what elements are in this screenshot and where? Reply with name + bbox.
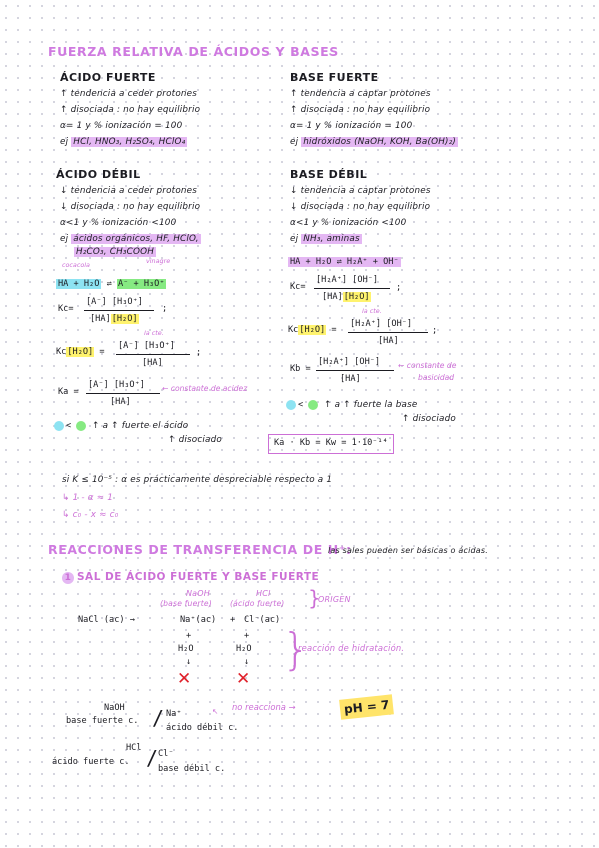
cl-minus: Cl⁻(ac)	[244, 615, 281, 625]
kb-note-2: basicidad	[418, 373, 455, 382]
base-debil-line: α<1 y % ionización <100	[290, 218, 407, 228]
kcw-label	[288, 326, 337, 335]
less-than-icon: <	[66, 421, 72, 431]
kcw-numerator: [A⁻] [H₃O⁺]	[118, 341, 175, 351]
acido-fuerte-c: ácido fuerte c.	[52, 757, 130, 767]
kcw-denominator: [HA]	[142, 358, 163, 368]
kc-den-h2o: [H₂O]	[343, 292, 370, 302]
fraction-bar	[316, 370, 394, 371]
subsection-heading	[62, 572, 319, 584]
slash-divider: /	[146, 746, 159, 770]
ka-kb-relation: Ka · Kb = Kw = 1·10⁻¹⁴	[274, 438, 388, 448]
semicolon: ;	[196, 348, 202, 358]
fraction-bar	[314, 288, 390, 289]
cyan-dot-icon	[54, 421, 64, 431]
kb-note: ← constante de	[398, 361, 457, 370]
fraction-bar	[84, 310, 154, 311]
ka-label: Ka =	[58, 387, 79, 397]
kcw-equals: =	[99, 347, 105, 357]
base-reaction-text: HA + H₂O ⇌ H₂A⁺ + OH⁻	[290, 257, 399, 267]
example-prefix: ej	[290, 234, 299, 244]
fraction-bar	[116, 354, 190, 355]
approx-line-3: ↳ c₀ - x ≈ c₀	[62, 510, 119, 520]
kc-label: Kc=	[58, 304, 74, 314]
base-fuerte-example	[290, 138, 458, 147]
example-value: ácidos orgánicos, HF, HClO,	[73, 234, 199, 244]
example-value: HCl, HNO₃, H₂SO₄, HClO₄	[73, 137, 186, 147]
dissociation-lhs: NaCl (ac) →	[78, 615, 135, 625]
semicolon: ;	[432, 326, 438, 336]
slash-divider: /	[152, 706, 165, 730]
section-title-note: las sales pueden ser básicas o ácidas.	[328, 546, 489, 555]
acido-fuerte-heading: ÁCIDO FUERTE	[60, 71, 156, 84]
base-fuerte-line: ↑ tendencia a captar protones	[290, 89, 431, 99]
semicolon: ;	[396, 283, 402, 293]
kcw-numerator: [H₂A⁺] [OH⁻]	[350, 319, 413, 329]
acido-debil-heading: ÁCIDO DÉBIL	[56, 168, 141, 181]
fraction-bar	[348, 332, 428, 333]
example-value: hidróxidos (NaOH, KOH, Ba(OH)₂)	[303, 137, 457, 147]
base-fuerte-c: base fuerte c.	[66, 716, 139, 726]
acido-debil-line: α<1 y % ionización <100	[60, 218, 177, 228]
down-arrow-icon: ↓	[244, 657, 250, 667]
base-rule-2: ↑ disociado	[402, 414, 456, 424]
acido-fuerte-example	[60, 138, 187, 147]
acid-rule-2: ↑ disociado	[168, 435, 222, 445]
subsection-heading-text: SAL DE ÁCIDO FUERTE Y BASE FUERTE	[77, 571, 320, 583]
acido-debil-line: ↓ disociada : no hay equilibrio	[60, 202, 201, 212]
acido-fuerte-line: α= 1 y % ionización = 100	[60, 121, 183, 131]
note-la-cte: la cte.	[144, 329, 164, 337]
plus-sign: +	[186, 631, 192, 641]
na-plus-conjugate: Na⁺	[166, 709, 182, 719]
no-reacciona-note: no reacciona →	[232, 702, 296, 712]
na-plus: Na⁺(ac)	[180, 615, 217, 625]
acido-debil-c: ácido débil c.	[166, 723, 239, 733]
green-dot-icon	[76, 421, 86, 431]
kcw-equals: =	[331, 325, 337, 335]
acido-fuerte-line: ↑ disociada : no hay equilibrio	[60, 105, 201, 115]
semicolon: ;	[162, 304, 168, 314]
number-badge: 1	[62, 572, 74, 584]
kc-numerator: [H₂A⁺] [OH⁻]	[316, 275, 379, 285]
base-fuerte-line: ↑ disociada : no hay equilibrio	[290, 105, 431, 115]
brace-icon: }	[308, 586, 321, 610]
hydration-note: reacción de hidratación.	[298, 643, 405, 653]
example-prefix: ej	[60, 234, 69, 244]
kc-denominator	[90, 315, 139, 324]
ka-denominator: [HA]	[110, 397, 131, 407]
kcw-label-kc: Kc	[56, 347, 67, 357]
section-title-transferencia: REACCIONES DE TRANSFERENCIA DE H⁺:	[48, 542, 352, 557]
cl-minus-conjugate: Cl⁻	[158, 749, 174, 759]
note-vinagre: vinagre	[146, 257, 171, 265]
kc-den-h2o: [H₂O]	[111, 314, 138, 324]
brace-icon: }	[282, 624, 310, 675]
naoh-origin: NaOH	[186, 589, 210, 598]
down-arrow-icon: ↓	[186, 657, 192, 667]
kcw-label-kc: Kc	[288, 325, 299, 335]
base-debil-c: base débil c.	[158, 764, 226, 774]
less-than-icon: <	[298, 400, 304, 410]
base-debil-example	[290, 235, 362, 244]
ph-badge: pH = 7	[339, 694, 394, 719]
acid-reaction	[56, 280, 166, 289]
base-debil-line: ↓ disociada : no hay equilibrio	[290, 202, 431, 212]
kcw-denominator: [HA]	[378, 336, 399, 346]
kc-denominator	[322, 293, 371, 302]
kc-den-ha: [HA]	[90, 314, 111, 324]
naoh-origin-note: (base fuerte)	[160, 599, 212, 608]
base-fuerte-heading: BASE FUERTE	[290, 71, 379, 84]
section-title-fuerza-relativa: FUERZA RELATIVA DE ÁCIDOS Y BASES	[48, 44, 339, 59]
plus-sign: +	[230, 615, 236, 625]
kc-label: Kc=	[290, 282, 306, 292]
reaction-arrow: ⇌	[106, 279, 112, 289]
approx-line-1: si K ≤ 10⁻⁵ : α es prácticamente despreciable respecto a 1	[62, 475, 333, 485]
water-a: H₂O	[178, 644, 194, 654]
kcw-label	[56, 348, 105, 357]
approx-line-2: ↳ 1 - α ≈ 1	[62, 493, 114, 503]
base-debil-heading: BASE DÉBIL	[290, 168, 368, 181]
water-b: H₂O	[236, 644, 252, 654]
base-reaction	[288, 258, 401, 267]
acido-fuerte-line: ↑ tendencia a ceder protones	[60, 89, 198, 99]
example-prefix: ej	[60, 137, 69, 147]
example-value: NH₃, aminas	[303, 234, 360, 244]
hcl-origin: HCl	[256, 589, 271, 598]
note-la-cte: la cte.	[362, 307, 382, 315]
cyan-dot-icon	[286, 400, 296, 410]
green-dot-icon	[308, 400, 318, 410]
kb-numerator: [H₂A⁺] [OH⁻]	[318, 357, 381, 367]
hcl-origin-note: (ácido fuerte)	[230, 599, 285, 608]
kb-label: Kb =	[290, 364, 311, 374]
kcw-label-h2o: [H₂O]	[299, 325, 326, 335]
naoh-formula: NaOH	[104, 703, 125, 713]
acido-debil-example	[60, 235, 201, 244]
kb-denominator: [HA]	[340, 374, 361, 384]
fraction-bar	[86, 393, 160, 394]
ka-note: ← constante de acidez	[162, 384, 248, 393]
acido-debil-line: ↓ tendencia a ceder protones	[60, 186, 198, 196]
base-rule: ↑ a ↑ fuerte la base	[324, 400, 418, 410]
kcw-label-h2o: [H₂O]	[67, 347, 94, 357]
reaction-rhs: A⁻ + H₃O⁺	[117, 279, 165, 289]
example-prefix: ej	[290, 137, 299, 147]
ka-numerator: [A⁻] [H₃O⁺]	[88, 380, 145, 390]
base-fuerte-line: α= 1 y % ionización = 100	[290, 121, 413, 131]
acido-debil-example-2	[74, 248, 156, 257]
example-value-2: H₂CO₃, CH₃COOH	[76, 247, 155, 257]
reaction-lhs: HA + H₂O	[58, 279, 100, 289]
hcl-formula: HCl	[126, 743, 142, 753]
base-debil-line: ↓ tendencia a captar protones	[290, 186, 431, 196]
kc-numerator: [A⁻] [H₃O⁺]	[86, 297, 143, 307]
kc-den-ha: [HA]	[322, 292, 343, 302]
plus-sign: +	[244, 631, 250, 641]
arrow-icon: ↖	[212, 707, 219, 716]
acid-rule: ↑ a ↑ fuerte el ácido	[92, 421, 189, 431]
red-cross-icon: ✕	[177, 669, 192, 689]
red-cross-icon: ✕	[236, 669, 251, 689]
note-cocacola: cocacola	[62, 261, 90, 269]
origen-label: ORIGEN	[318, 595, 351, 604]
